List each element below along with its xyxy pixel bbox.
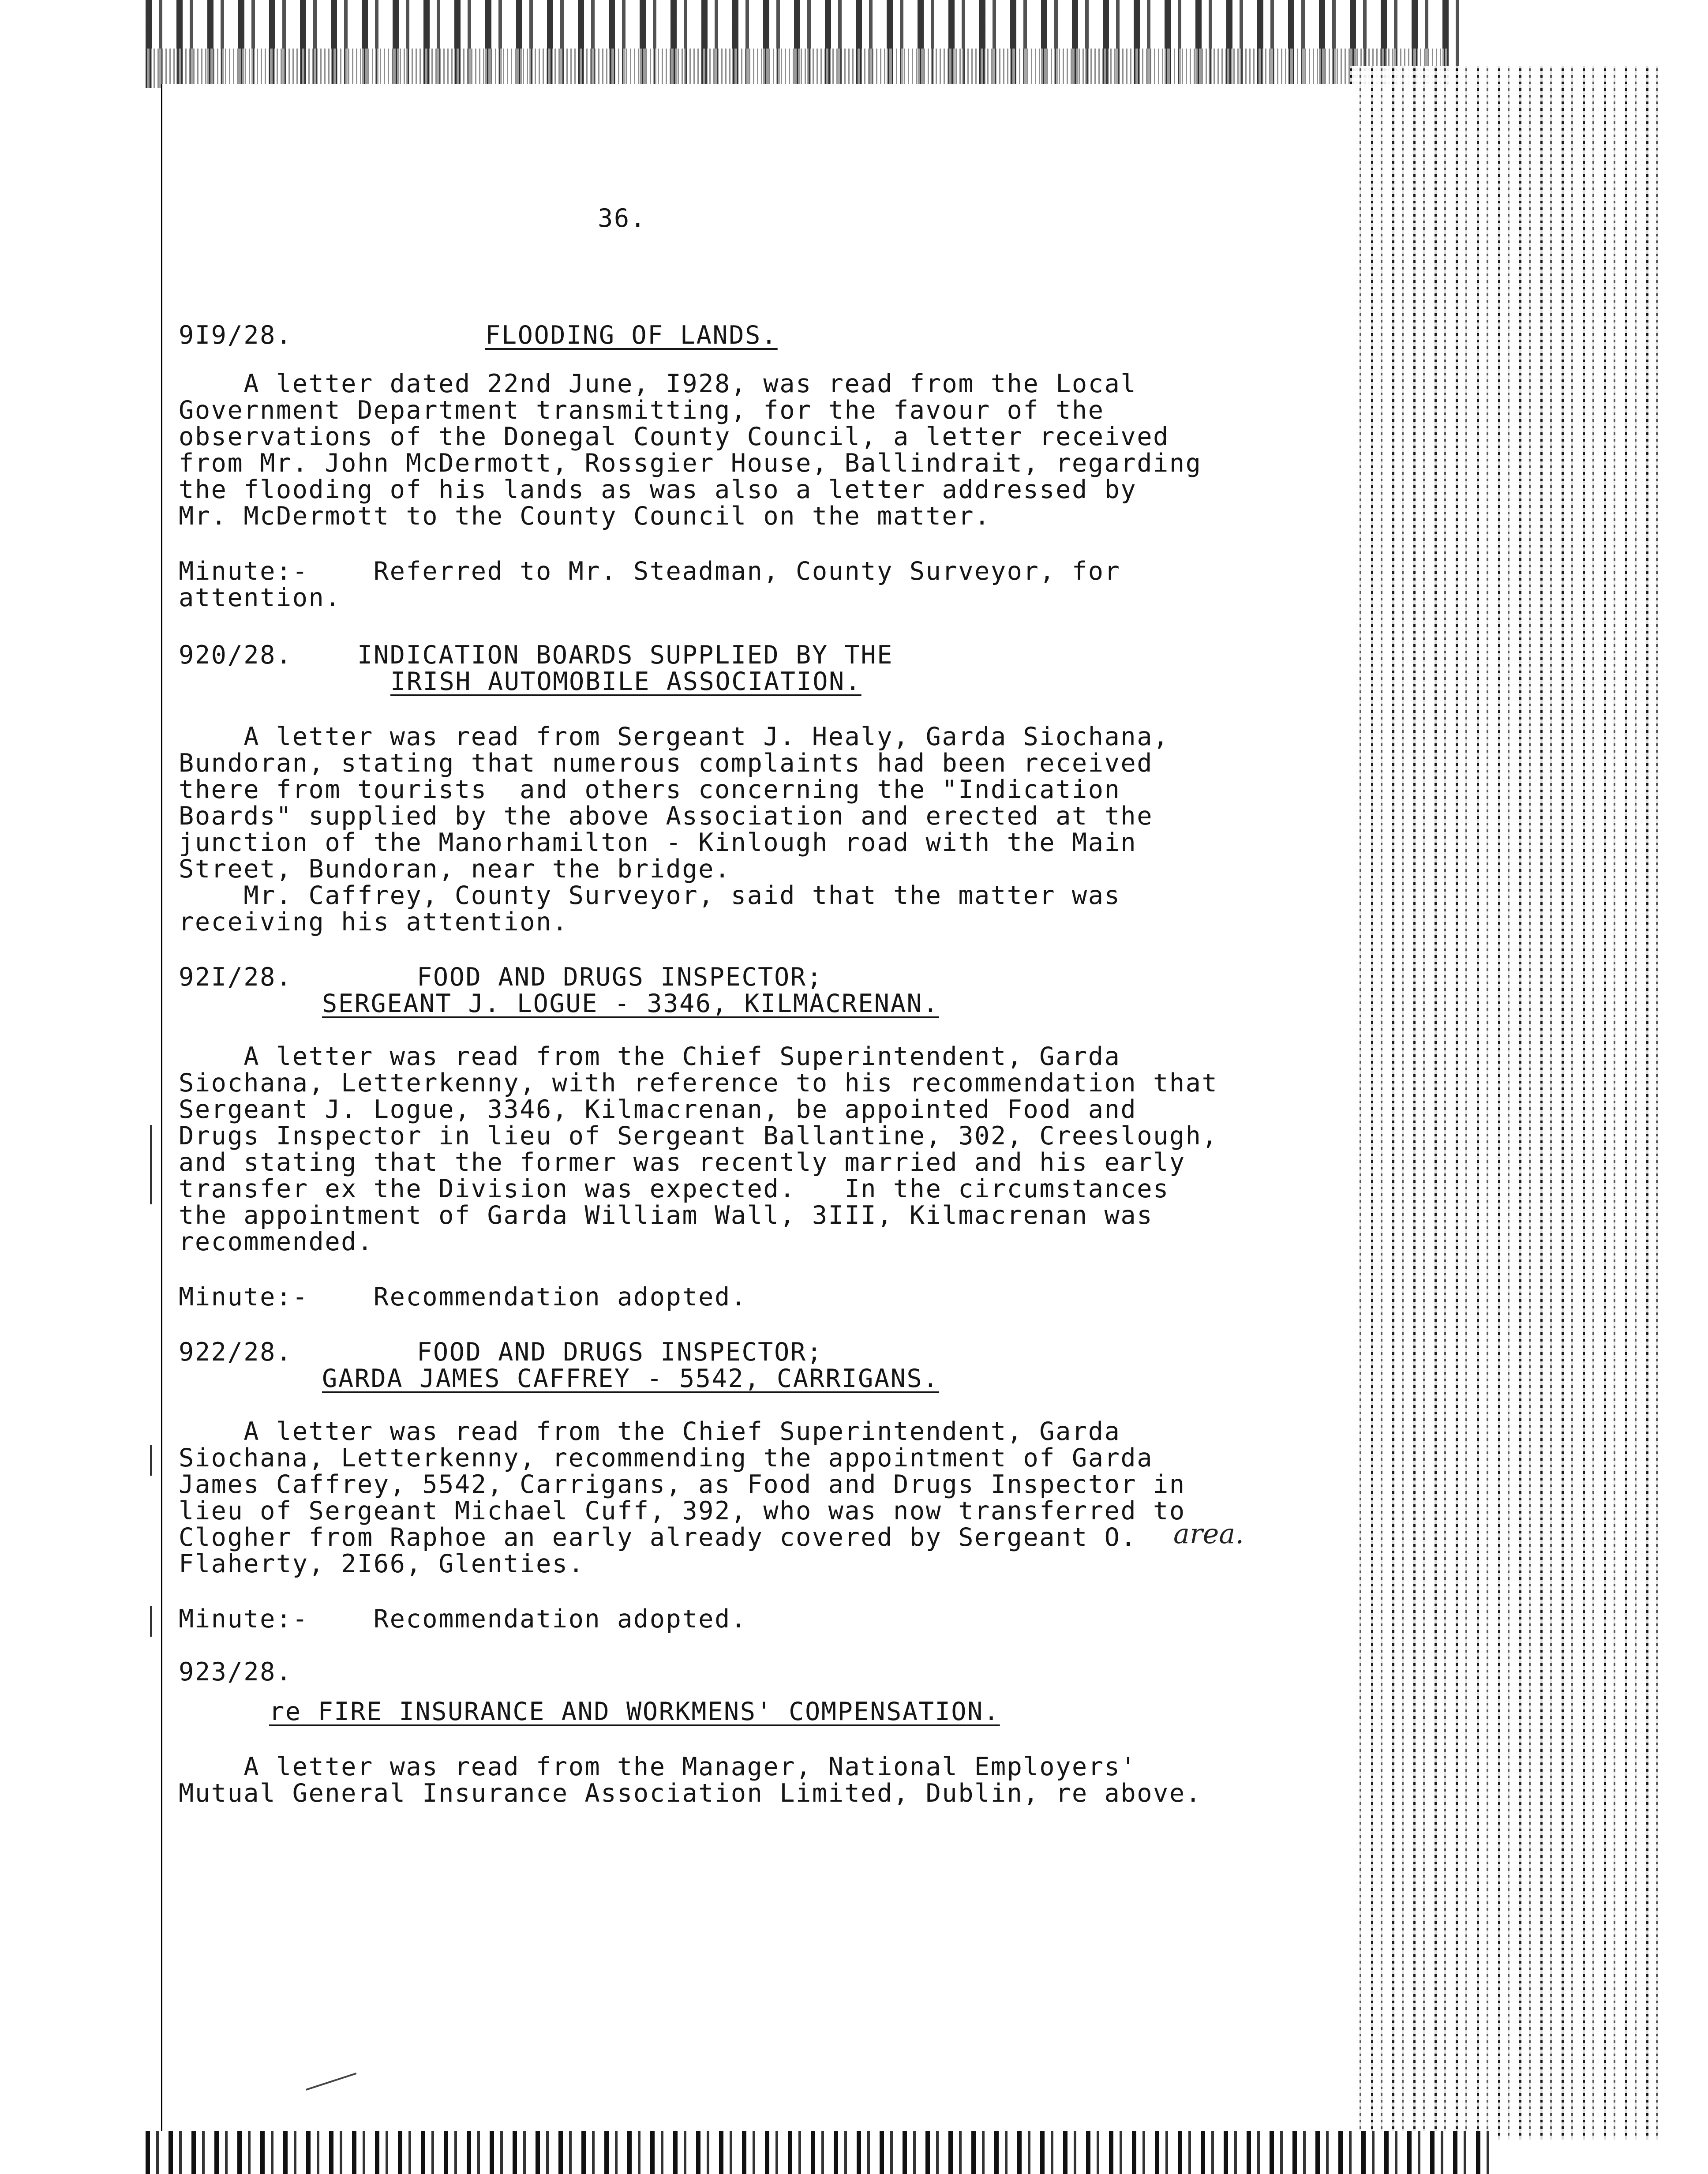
- body-line: recommended.: [179, 1227, 374, 1256]
- body-line: A letter was read from the Chief Superintendent, Garda: [179, 1042, 1121, 1071]
- body-line: receiving his attention.: [179, 907, 569, 937]
- scan-top-band: [146, 49, 1447, 88]
- item-heading: GARDA JAMES CAFFREY - 5542, CARRIGANS.: [322, 1364, 940, 1393]
- item-heading: FOOD AND DRUGS INSPECTOR;: [417, 1338, 823, 1367]
- body-line: James Caffrey, 5542, Carrigans, as Food and Drugs Inspector in: [179, 1470, 1186, 1499]
- body-line: A letter was read from the Manager, National Employers': [179, 1752, 1137, 1781]
- item-heading: FOOD AND DRUGS INSPECTOR;: [417, 963, 823, 992]
- body-line: Government Department transmitting, for the favour of the: [179, 396, 1105, 425]
- body-line: Mr. McDermott to the County Council on the matter.: [179, 502, 991, 531]
- body-line: junction of the Manorhamilton - Kinlough road with the Main: [179, 828, 1137, 857]
- body-line: the flooding of his lands as was also a letter addressed by: [179, 475, 1137, 504]
- item-heading: FLOODING OF LANDS.: [485, 321, 778, 350]
- handwritten-insertion: area.: [1173, 1518, 1244, 1550]
- item-heading: INDICATION BOARDS SUPPLIED BY THE: [357, 641, 893, 670]
- margin-mark: [150, 1445, 152, 1476]
- body-line: Drugs Inspector in lieu of Sergeant Ballantine, 302, Creeslough,: [179, 1121, 1218, 1151]
- minute-line: attention.: [179, 583, 341, 612]
- body-line: A letter was read from Sergeant J. Healy, Garda Siochana,: [179, 722, 1169, 751]
- item-number: 9I9/28.: [179, 321, 292, 350]
- item-heading: re FIRE INSURANCE AND WORKMENS' COMPENSATION.: [269, 1697, 1000, 1726]
- minute-line: Minute:- Referred to Mr. Steadman, County Surveyor, for: [179, 557, 1121, 586]
- body-line: Mutual General Insurance Association Limited, Dublin, re above.: [179, 1779, 1202, 1808]
- body-line: lieu of Sergeant Michael Cuff, 392, who was now transferred to: [179, 1496, 1186, 1526]
- body-line: and stating that the former was recently married and his early: [179, 1148, 1186, 1177]
- scan-noise: [0, 0, 132, 115]
- body-line: A letter was read from the Chief Superintendent, Garda: [179, 1417, 1121, 1446]
- body-line: Clogher from Raphoe an early already covered by Sergeant O.: [179, 1523, 1137, 1552]
- minute-line: Minute:- Recommendation adopted.: [179, 1604, 747, 1634]
- item-heading: SERGEANT J. LOGUE - 3346, KILMACRENAN.: [322, 989, 940, 1018]
- body-line: Street, Bundoran, near the bridge.: [179, 855, 731, 884]
- item-number: 923/28.: [179, 1657, 292, 1687]
- margin-mark: [150, 1125, 152, 1204]
- stacked-page-edges-texture: [1350, 66, 1659, 2140]
- body-line: transfer ex the Division was expected. In the circumstances: [179, 1174, 1169, 1203]
- struck-word: [556, 1524, 621, 1551]
- minute-line: Minute:- Recommendation adopted.: [179, 1282, 747, 1312]
- body-line: there from tourists and others concerning the "Indication: [179, 775, 1121, 804]
- body-line: the appointment of Garda William Wall, 3III, Kilmacrenan was: [179, 1201, 1154, 1230]
- item-number: 92I/28.: [179, 963, 292, 992]
- page-number: 36.: [598, 204, 647, 233]
- body-line: Siochana, Letterkenny, recommending the appointment of Garda: [179, 1443, 1154, 1473]
- body-line: Flaherty, 2I66, Glenties.: [179, 1549, 585, 1578]
- body-line: Boards" supplied by the above Association and erected at the: [179, 802, 1154, 831]
- body-line: A letter dated 22nd June, I928, was read from the Local: [179, 369, 1137, 398]
- body-line: Mr. Caffrey, County Surveyor, said that the matter was: [179, 881, 1121, 910]
- body-line: Bundoran, stating that numerous complaints had been received: [179, 749, 1154, 778]
- item-number: 920/28.: [179, 641, 292, 670]
- body-line: Siochana, Letterkenny, with reference to his recommendation that: [179, 1068, 1218, 1098]
- item-heading: IRISH AUTOMOBILE ASSOCIATION.: [390, 667, 861, 696]
- body-line: observations of the Donegal County Council, a letter received: [179, 422, 1169, 451]
- margin-mark: [150, 1606, 152, 1637]
- body-line: from Mr. John McDermott, Rossgier House, Ballindrait, regarding: [179, 449, 1202, 478]
- item-number: 922/28.: [179, 1338, 292, 1367]
- body-line: Sergeant J. Logue, 3346, Kilmacrenan, be appointed Food and: [179, 1095, 1137, 1124]
- scan-bottom-edge: [146, 2131, 1491, 2174]
